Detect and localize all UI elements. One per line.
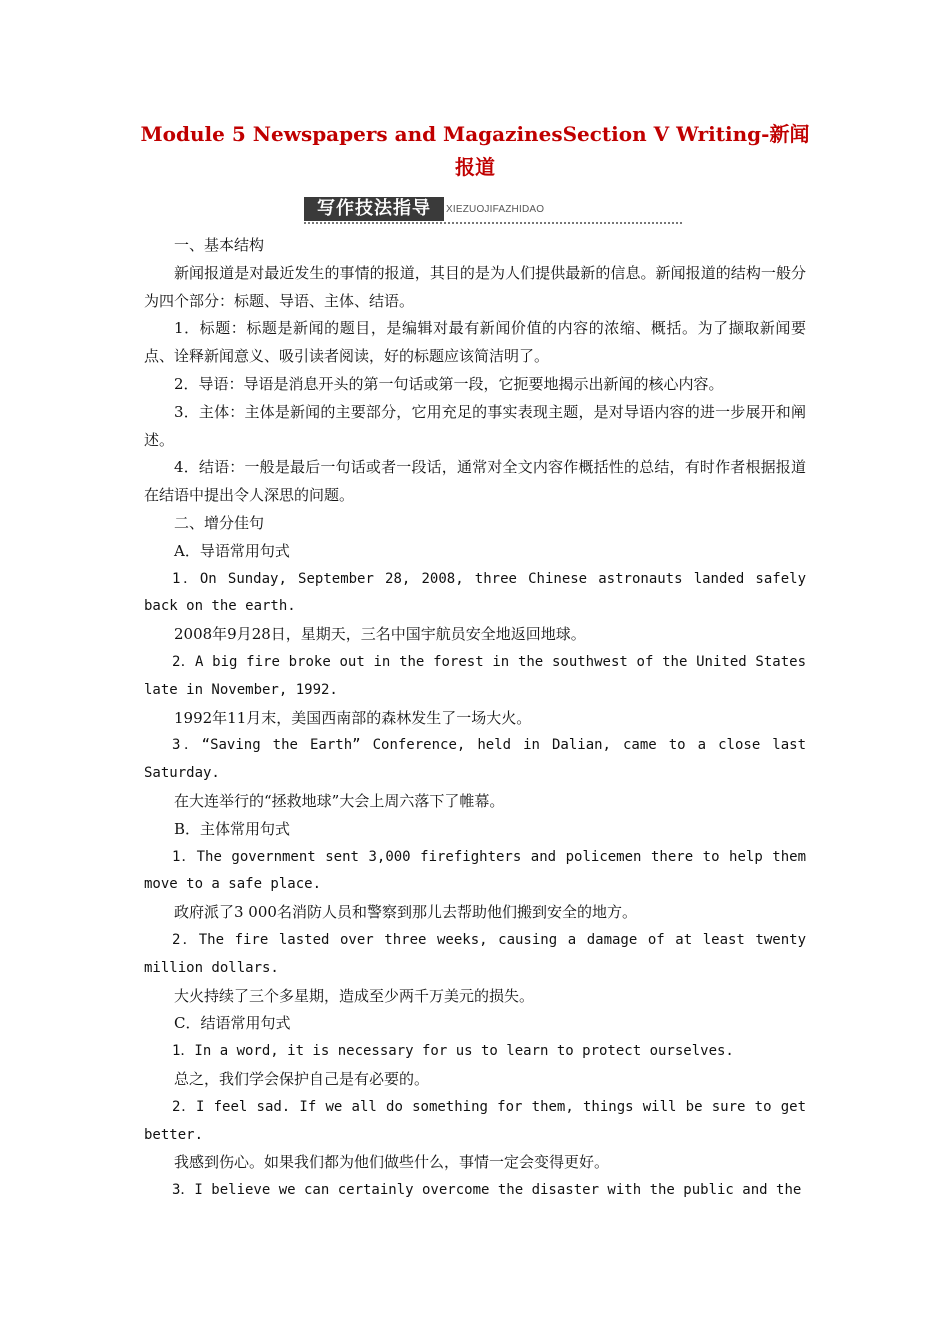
paragraph: 2．导语：导语是消息开头的第一句话或第一段，它扼要地揭示出新闻的核心内容。 <box>174 374 724 393</box>
paragraph: 3．主体：主体是新闻的主要部分，它用充足的事实表现主题，是对导语内容的进一步展开和阐述。 <box>144 402 806 449</box>
banner-pinyin: XIEZUOJIFAZHIDAO <box>446 204 545 215</box>
paragraph: 2．I feel sad. If we all do something for them, things will be sure to get better. <box>144 1098 806 1143</box>
paragraph: 4．结语：一般是最后一句话或者一段话，通常对全文内容作概括性的总结，有时作者根据报道在结语中提出令人深思的问题。 <box>144 458 806 505</box>
document-title: Module 5 Newspapers and MagazinesSection Ⅴ Writing-新闻报道 <box>140 122 810 179</box>
paragraph: 1．The government sent 3,000 firefighters and policemen there to help them move to a safe place. <box>144 848 806 893</box>
paragraph: 二、增分佳句 <box>174 513 265 532</box>
paragraph: 大火持续了三个多星期，造成至少两千万美元的损失。 <box>174 986 535 1005</box>
paragraph: 我感到伤心。如果我们都为他们做些什么，事情一定会变得更好。 <box>174 1153 610 1172</box>
paragraph: A．导语常用句式 <box>174 541 290 560</box>
banner-label: 写作技法指导 <box>304 197 444 221</box>
paragraph: C．结语常用句式 <box>174 1014 291 1033</box>
paragraph: 2008年9月28日，星期天，三名中国宇航员安全地返回地球。 <box>174 625 586 644</box>
banner-dotted-rule <box>304 222 682 224</box>
document-body <box>144 232 806 1205</box>
paragraph: B．主体常用句式 <box>174 819 291 838</box>
paragraph: 政府派了3 000名消防人员和警察到那儿去帮助他们搬到安全的地方。 <box>174 903 637 922</box>
paragraph: 新闻报道是对最近发生的事情的报道，其目的是为人们提供最新的信息。新闻报道的结构一般分为四个部分：标题、导语、主体、结语。 <box>144 263 806 310</box>
paragraph: 1．标题：标题是新闻的题目，是编辑对最有新闻价值的内容的浓缩、概括。为了撷取新闻要点、诠释新闻意义、吸引读者阅读，好的标题应该简洁明了。 <box>144 319 806 366</box>
paragraph: 1992年11月末，美国西南部的森林发生了一场大火。 <box>174 708 532 727</box>
paragraph: 一、基本结构 <box>174 236 265 254</box>
paragraph: 2．A big fire broke out in the forest in the southwest of the United States late in November, 1992. <box>144 653 806 698</box>
paragraph: 总之，我们学会保护自己是有必要的。 <box>174 1069 430 1088</box>
paragraph: 1．On Sunday, September 28, 2008, three Chinese astronauts landed safely back on the earth. <box>144 570 806 615</box>
paragraph: 3．“Saving the Earth” Conference, held in Dalian, came to a close last Saturday. <box>144 737 806 782</box>
paragraph: 1．In a word, it is necessary for us to learn to protect ourselves. <box>172 1043 734 1060</box>
paragraph: 3．I believe we can certainly overcome the disaster with the public and the <box>172 1182 802 1199</box>
paragraph: 在大连举行的“拯救地球”大会上周六落下了帷幕。 <box>174 791 505 810</box>
paragraph: 2．The fire lasted over three weeks, causing a damage of at least twenty million dollars. <box>144 931 806 976</box>
